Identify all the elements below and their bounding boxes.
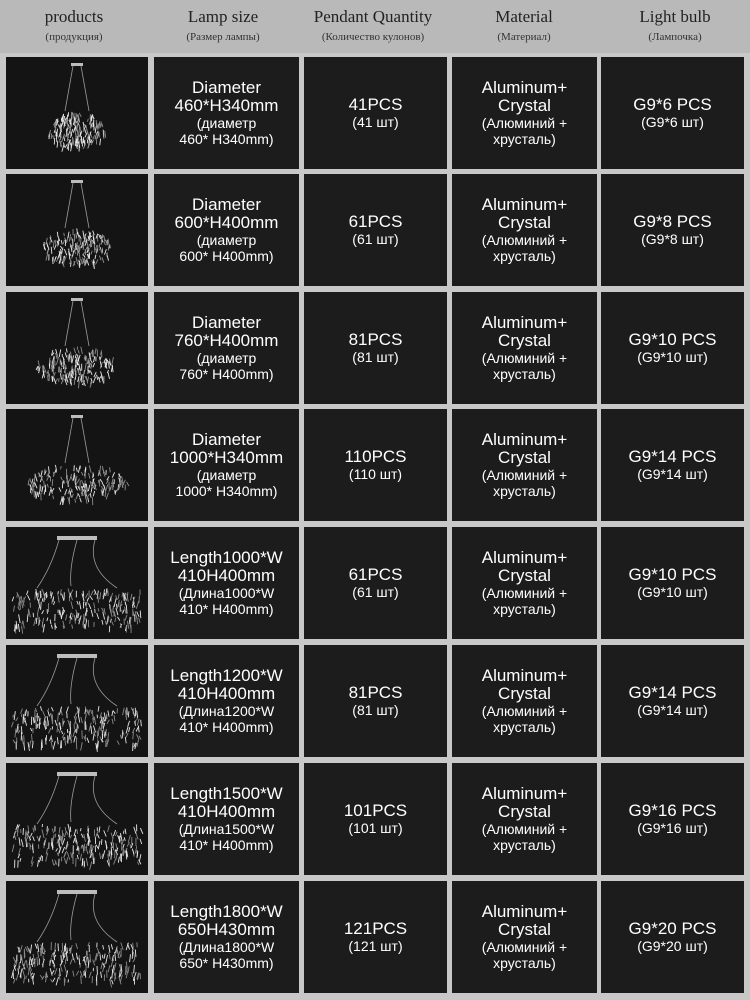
material-ru-line: (Алюминий +: [481, 467, 568, 483]
table-row: [0, 57, 750, 169]
material-ru-line: (Алюминий +: [481, 232, 568, 248]
bulb-value: G9*6 PCS: [633, 95, 712, 114]
light-bulb-cell: [601, 409, 744, 521]
size-ru-line: 410* H400mm): [179, 601, 274, 617]
header-sublabel: (Количество кулонов): [321, 31, 425, 43]
quantity-ru: (41 шт): [352, 114, 399, 130]
material-ru-line: хрусталь): [493, 483, 556, 499]
chandelier-image: [7, 175, 147, 285]
material-ru-line: (Алюминий +: [481, 939, 568, 955]
size-line: 460*H340mm: [174, 96, 279, 115]
product-cell: [6, 645, 148, 757]
bulb-value: G9*10 PCS: [628, 330, 717, 349]
quantity-ru: (101 шт): [348, 820, 403, 836]
quantity-value: 121PCS: [343, 919, 408, 938]
material-ru-line: (Алюминий +: [481, 821, 568, 837]
bulb-value: G9*14 PCS: [628, 447, 717, 466]
chandelier-image: [7, 764, 147, 874]
bulb-value: G9*20 PCS: [628, 919, 717, 938]
material-line: Aluminum+: [481, 666, 568, 685]
size-line: Length1200*W: [170, 666, 283, 685]
product-cell: [6, 57, 148, 169]
lamp-size-cell: [154, 174, 299, 286]
header-sublabel: (продукция): [45, 31, 103, 43]
lamp-size-cell: [154, 881, 299, 993]
material-line: Crystal: [498, 802, 551, 821]
bulb-ru: (G9*10 шт): [637, 584, 708, 600]
header-label: Pendant Quantity: [313, 7, 433, 26]
bulb-ru: (G9*20 шт): [637, 938, 708, 954]
size-line: Diameter: [192, 78, 261, 97]
size-line: 600*H400mm: [174, 213, 279, 232]
quantity-value: 61PCS: [348, 565, 403, 584]
bulb-ru: (G9*6 шт): [641, 114, 704, 130]
light-bulb-cell: [601, 174, 744, 286]
lamp-size-cell: [154, 409, 299, 521]
material-cell: [452, 409, 597, 521]
table-row: [0, 881, 750, 993]
bulb-ru: (G9*14 шт): [637, 702, 708, 718]
header-sublabel: (Размер лампы): [186, 31, 260, 43]
size-line: 760*H400mm: [174, 331, 279, 350]
material-ru-line: хрусталь): [493, 366, 556, 382]
size-ru-line: (Длина1000*W: [178, 585, 275, 601]
pendant-quantity-cell: [304, 57, 447, 169]
material-ru-line: хрусталь): [493, 955, 556, 971]
quantity-value: 101PCS: [343, 801, 408, 820]
header-sublabel: (Лампочка): [648, 31, 702, 43]
material-cell: [452, 292, 597, 404]
material-ru-line: (Алюминий +: [481, 350, 568, 366]
header-products: [0, 0, 148, 53]
light-bulb-cell: [601, 292, 744, 404]
light-bulb-cell: [601, 763, 744, 875]
header-label: Lamp size: [187, 7, 259, 26]
quantity-ru: (81 шт): [352, 349, 399, 365]
table-row: [0, 174, 750, 286]
bulb-ru: (G9*14 шт): [637, 466, 708, 482]
quantity-value: 81PCS: [348, 683, 403, 702]
size-ru-line: (Длина1200*W: [178, 703, 275, 719]
size-line: Diameter: [192, 313, 261, 332]
material-line: Aluminum+: [481, 195, 568, 214]
lamp-size-cell: [154, 292, 299, 404]
size-line: Diameter: [192, 430, 261, 449]
table-header: [0, 0, 750, 53]
pendant-quantity-cell: [304, 409, 447, 521]
size-ru-line: (диаметр: [196, 115, 257, 131]
material-line: Crystal: [498, 213, 551, 232]
header-material: [448, 0, 600, 53]
chandelier-image: [7, 528, 147, 638]
material-ru-line: (Алюминий +: [481, 585, 568, 601]
size-line: 410H400mm: [177, 684, 276, 703]
material-ru-line: хрусталь): [493, 719, 556, 735]
size-line: Length1800*W: [170, 902, 283, 921]
pendant-quantity-cell: [304, 527, 447, 639]
product-cell: [6, 763, 148, 875]
table-row: [0, 292, 750, 404]
material-line: Aluminum+: [481, 78, 568, 97]
chandelier-image: [7, 58, 147, 168]
light-bulb-cell: [601, 881, 744, 993]
size-line: 1000*H340mm: [169, 448, 284, 467]
size-ru-line: (Длина1500*W: [178, 821, 275, 837]
size-ru-line: 410* H400mm): [179, 719, 274, 735]
header-label: products: [44, 7, 104, 26]
material-line: Crystal: [498, 566, 551, 585]
quantity-ru: (110 шт): [348, 466, 403, 482]
header-sublabel: (Материал): [497, 31, 551, 43]
header-light-bulb: [600, 0, 750, 53]
light-bulb-cell: [601, 57, 744, 169]
size-line: 650H430mm: [177, 920, 276, 939]
material-ru-line: (Алюминий +: [481, 115, 568, 131]
light-bulb-cell: [601, 645, 744, 757]
material-cell: [452, 645, 597, 757]
size-ru-line: 600* H400mm): [179, 248, 274, 264]
quantity-value: 61PCS: [348, 212, 403, 231]
quantity-ru: (61 шт): [352, 584, 399, 600]
quantity-value: 81PCS: [348, 330, 403, 349]
material-cell: [452, 881, 597, 993]
quantity-value: 41PCS: [348, 95, 403, 114]
header-lamp-size: [148, 0, 298, 53]
table-row: [0, 763, 750, 875]
material-line: Aluminum+: [481, 784, 568, 803]
material-line: Crystal: [498, 684, 551, 703]
material-ru-line: (Алюминий +: [481, 703, 568, 719]
material-ru-line: хрусталь): [493, 131, 556, 147]
size-ru-line: 760* H400mm): [179, 366, 274, 382]
size-ru-line: (диаметр: [196, 467, 257, 483]
product-cell: [6, 527, 148, 639]
pendant-quantity-cell: [304, 174, 447, 286]
product-cell: [6, 292, 148, 404]
material-cell: [452, 763, 597, 875]
material-cell: [452, 174, 597, 286]
material-line: Crystal: [498, 448, 551, 467]
product-cell: [6, 174, 148, 286]
quantity-ru: (81 шт): [352, 702, 399, 718]
size-ru-line: (диаметр: [196, 232, 257, 248]
chandelier-image: [7, 410, 147, 520]
material-line: Crystal: [498, 331, 551, 350]
material-line: Crystal: [498, 920, 551, 939]
size-ru-line: 410* H400mm): [179, 837, 274, 853]
chandelier-image: [7, 293, 147, 403]
material-ru-line: хрусталь): [493, 601, 556, 617]
lamp-size-cell: [154, 763, 299, 875]
table-row: [0, 645, 750, 757]
pendant-quantity-cell: [304, 763, 447, 875]
pendant-quantity-cell: [304, 645, 447, 757]
table-row: [0, 527, 750, 639]
size-ru-line: 650* H430mm): [179, 955, 274, 971]
light-bulb-cell: [601, 527, 744, 639]
chandelier-image: [7, 882, 147, 992]
quantity-ru: (61 шт): [352, 231, 399, 247]
material-line: Aluminum+: [481, 430, 568, 449]
bulb-value: G9*14 PCS: [628, 683, 717, 702]
bulb-ru: (G9*8 шт): [641, 231, 704, 247]
bulb-ru: (G9*10 шт): [637, 349, 708, 365]
size-line: Length1000*W: [170, 548, 283, 567]
material-cell: [452, 57, 597, 169]
material-line: Aluminum+: [481, 902, 568, 921]
material-ru-line: хрусталь): [493, 248, 556, 264]
size-line: 410H400mm: [177, 802, 276, 821]
material-line: Aluminum+: [481, 313, 568, 332]
size-ru-line: 460* H340mm): [179, 131, 274, 147]
pendant-quantity-cell: [304, 292, 447, 404]
size-ru-line: (диаметр: [196, 350, 257, 366]
quantity-value: 110PCS: [344, 447, 407, 466]
bulb-value: G9*10 PCS: [628, 565, 717, 584]
header-pendant-quantity: [298, 0, 448, 53]
product-cell: [6, 881, 148, 993]
quantity-ru: (121 шт): [348, 938, 403, 954]
size-line: Diameter: [192, 195, 261, 214]
size-ru-line: 1000* H340mm): [175, 483, 278, 499]
material-line: Aluminum+: [481, 548, 568, 567]
size-line: 410H400mm: [177, 566, 276, 585]
lamp-size-cell: [154, 57, 299, 169]
material-cell: [452, 527, 597, 639]
material-line: Crystal: [498, 96, 551, 115]
product-cell: [6, 409, 148, 521]
lamp-size-cell: [154, 527, 299, 639]
material-ru-line: хрусталь): [493, 837, 556, 853]
bulb-ru: (G9*16 шт): [637, 820, 708, 836]
table-row: [0, 409, 750, 521]
pendant-quantity-cell: [304, 881, 447, 993]
lamp-size-cell: [154, 645, 299, 757]
size-line: Length1500*W: [170, 784, 283, 803]
chandelier-image: [7, 646, 147, 756]
bulb-value: G9*8 PCS: [633, 212, 712, 231]
header-label: Light bulb: [639, 7, 711, 26]
bulb-value: G9*16 PCS: [628, 801, 717, 820]
size-ru-line: (Длина1800*W: [178, 939, 275, 955]
header-label: Material: [495, 7, 553, 26]
